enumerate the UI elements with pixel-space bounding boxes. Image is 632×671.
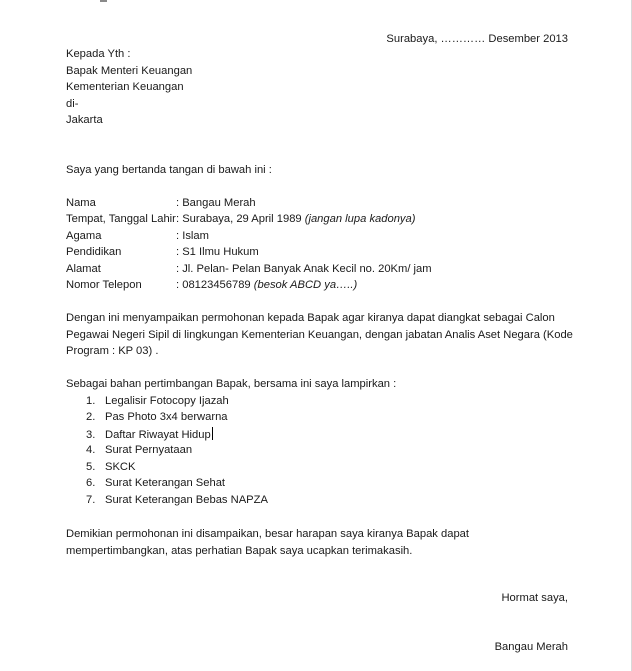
regards: Hormat saya,	[501, 592, 568, 604]
field-row	[66, 196, 256, 210]
list-item	[86, 443, 192, 457]
recipient-line: Kementerian Keuangan	[66, 81, 184, 93]
field-label: Nama	[66, 197, 96, 209]
field-label: Agama	[66, 230, 102, 242]
list-item	[86, 394, 229, 408]
list-number: 1.	[86, 395, 96, 407]
field-label: Alamat	[66, 263, 101, 275]
recipient-line: Kepada Yth :	[66, 48, 131, 60]
field-note: (jangan lupa kadonya)	[304, 213, 416, 225]
recipient-line: Jakarta	[66, 114, 103, 126]
list-text: Legalisir Fotocopy Ijazah	[105, 395, 229, 407]
body-paragraph: Dengan ini menyampaikan permohonan kepada Bapak agar kiranya dapat diangkat sebagai Calon Pegawai Negeri Sipil di lingkungan Kementerian Keuangan, dengan jabatan Analis Aset Negara (Kode Program : KP 03) .	[66, 312, 573, 357]
field-value: : 08123456789	[176, 279, 251, 291]
letter-date: Surabaya, ………… Desember 2013	[386, 33, 568, 45]
recipient-line: di-	[66, 98, 79, 110]
list-number: 2.	[86, 411, 96, 423]
field-label: Tempat, Tanggal Lahir	[66, 213, 176, 225]
list-item	[86, 476, 225, 490]
list-item	[86, 460, 135, 474]
field-row	[66, 262, 432, 276]
signature-name: Bangau Merah	[494, 641, 568, 653]
field-note: (besok ABCD ya…..)	[253, 279, 358, 291]
list-text: SKCK	[105, 461, 136, 473]
list-text: Surat Pernyataan	[105, 444, 193, 456]
recipient-line: Bapak Menteri Keuangan	[66, 65, 193, 77]
field-row	[66, 245, 259, 259]
closing-paragraph: Demikian permohonan ini disampaikan, besar harapan saya kiranya Bapak dapat mempertimbangkan, atas perhatian Bapak saya ucapkan terimakasih.	[66, 528, 469, 557]
field-value: : Surabaya, 29 April 1989	[176, 213, 302, 225]
list-item	[86, 427, 213, 442]
field-label: Pendidikan	[66, 246, 122, 258]
list-text: Surat Keterangan Bebas NAPZA	[105, 494, 268, 506]
list-number: 5.	[86, 461, 96, 473]
field-row	[66, 229, 209, 243]
text-cursor	[212, 427, 213, 440]
list-text: Pas Photo 3x4 berwarna	[105, 411, 228, 423]
field-value: : Islam	[176, 230, 209, 242]
list-number: 4.	[86, 444, 96, 456]
list-text: Surat Keterangan Sehat	[105, 477, 226, 489]
field-label: Nomor Telepon	[66, 279, 142, 291]
list-text: Daftar Riwayat Hidup	[105, 429, 211, 441]
intro-sentence: Saya yang bertanda tangan di bawah ini :	[66, 164, 272, 176]
list-number: 3.	[86, 429, 96, 441]
list-item	[86, 493, 268, 507]
list-item	[86, 410, 228, 424]
list-number: 6.	[86, 477, 96, 489]
ruler-marker	[100, 0, 107, 2]
field-value: : Bangau Merah	[176, 197, 256, 209]
list-number: 7.	[86, 494, 96, 506]
field-value: : S1 Ilmu Hukum	[176, 246, 259, 258]
field-value: : Jl. Pelan- Pelan Banyak Anak Kecil no. 20Km/ jam	[176, 263, 432, 275]
attachments-intro: Sebagai bahan pertimbangan Bapak, bersama ini saya lampirkan :	[66, 378, 397, 390]
field-row	[66, 278, 357, 292]
field-row	[66, 212, 415, 226]
